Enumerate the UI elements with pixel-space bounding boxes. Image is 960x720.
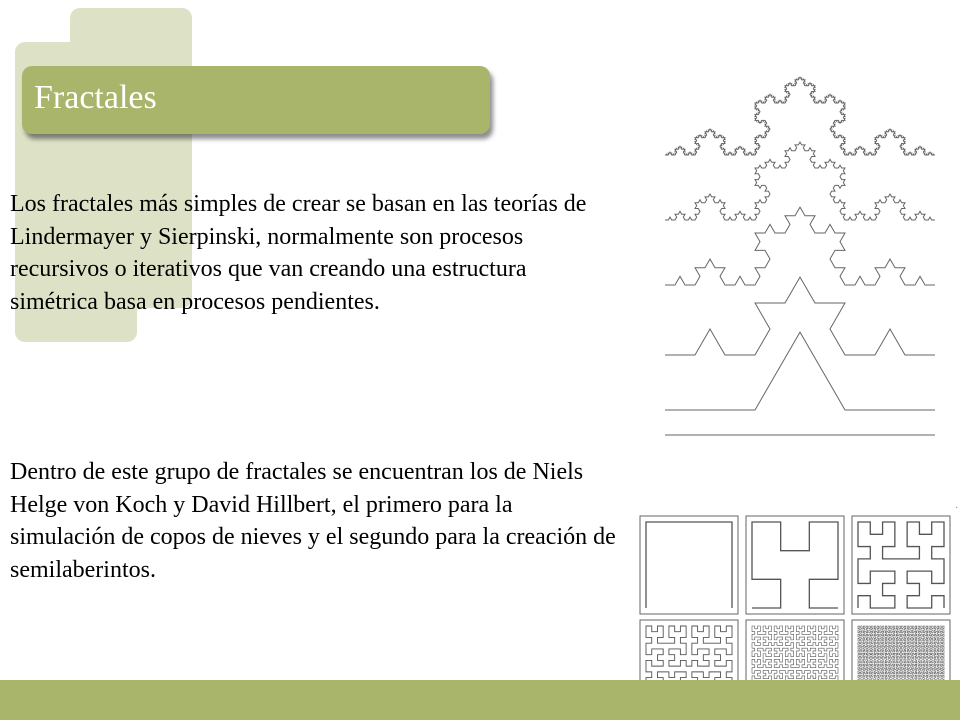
koch-iteration-4 (665, 142, 935, 220)
hilbert-frame-0 (640, 516, 738, 614)
hilbert-frame-1 (746, 516, 844, 614)
paragraph-intro: Los fractales más simples de crear se basan en las teorías de Lindermayer y Sierpinski, normalmente son procesos recursivos o iterativos que van creando una estructura simétrica basa en procesos pendientes. (10, 191, 587, 315)
hilbert-iteration-0 (646, 522, 732, 608)
hilbert-iteration-2 (858, 522, 944, 608)
koch-iteration-5 (665, 77, 935, 155)
hilbert-iteration-1 (752, 522, 838, 608)
koch-curve-figure (660, 70, 940, 440)
paragraph-koch-hilbert: Dentro de este grupo de fractales se encuentran los de Niels Helge von Koch y David Hillbert, el primero para la simulación de copos de nieves y el segundo para la creación de semilaberintos. (10, 459, 616, 583)
hilbert-frame-2 (852, 516, 950, 614)
koch-iteration-3 (665, 207, 935, 285)
footer-bar (0, 680, 960, 720)
koch-iteration-1 (665, 332, 935, 410)
slide-title: Fractales (34, 79, 157, 116)
figure-mark: · (955, 503, 959, 514)
koch-iteration-2 (665, 277, 935, 355)
